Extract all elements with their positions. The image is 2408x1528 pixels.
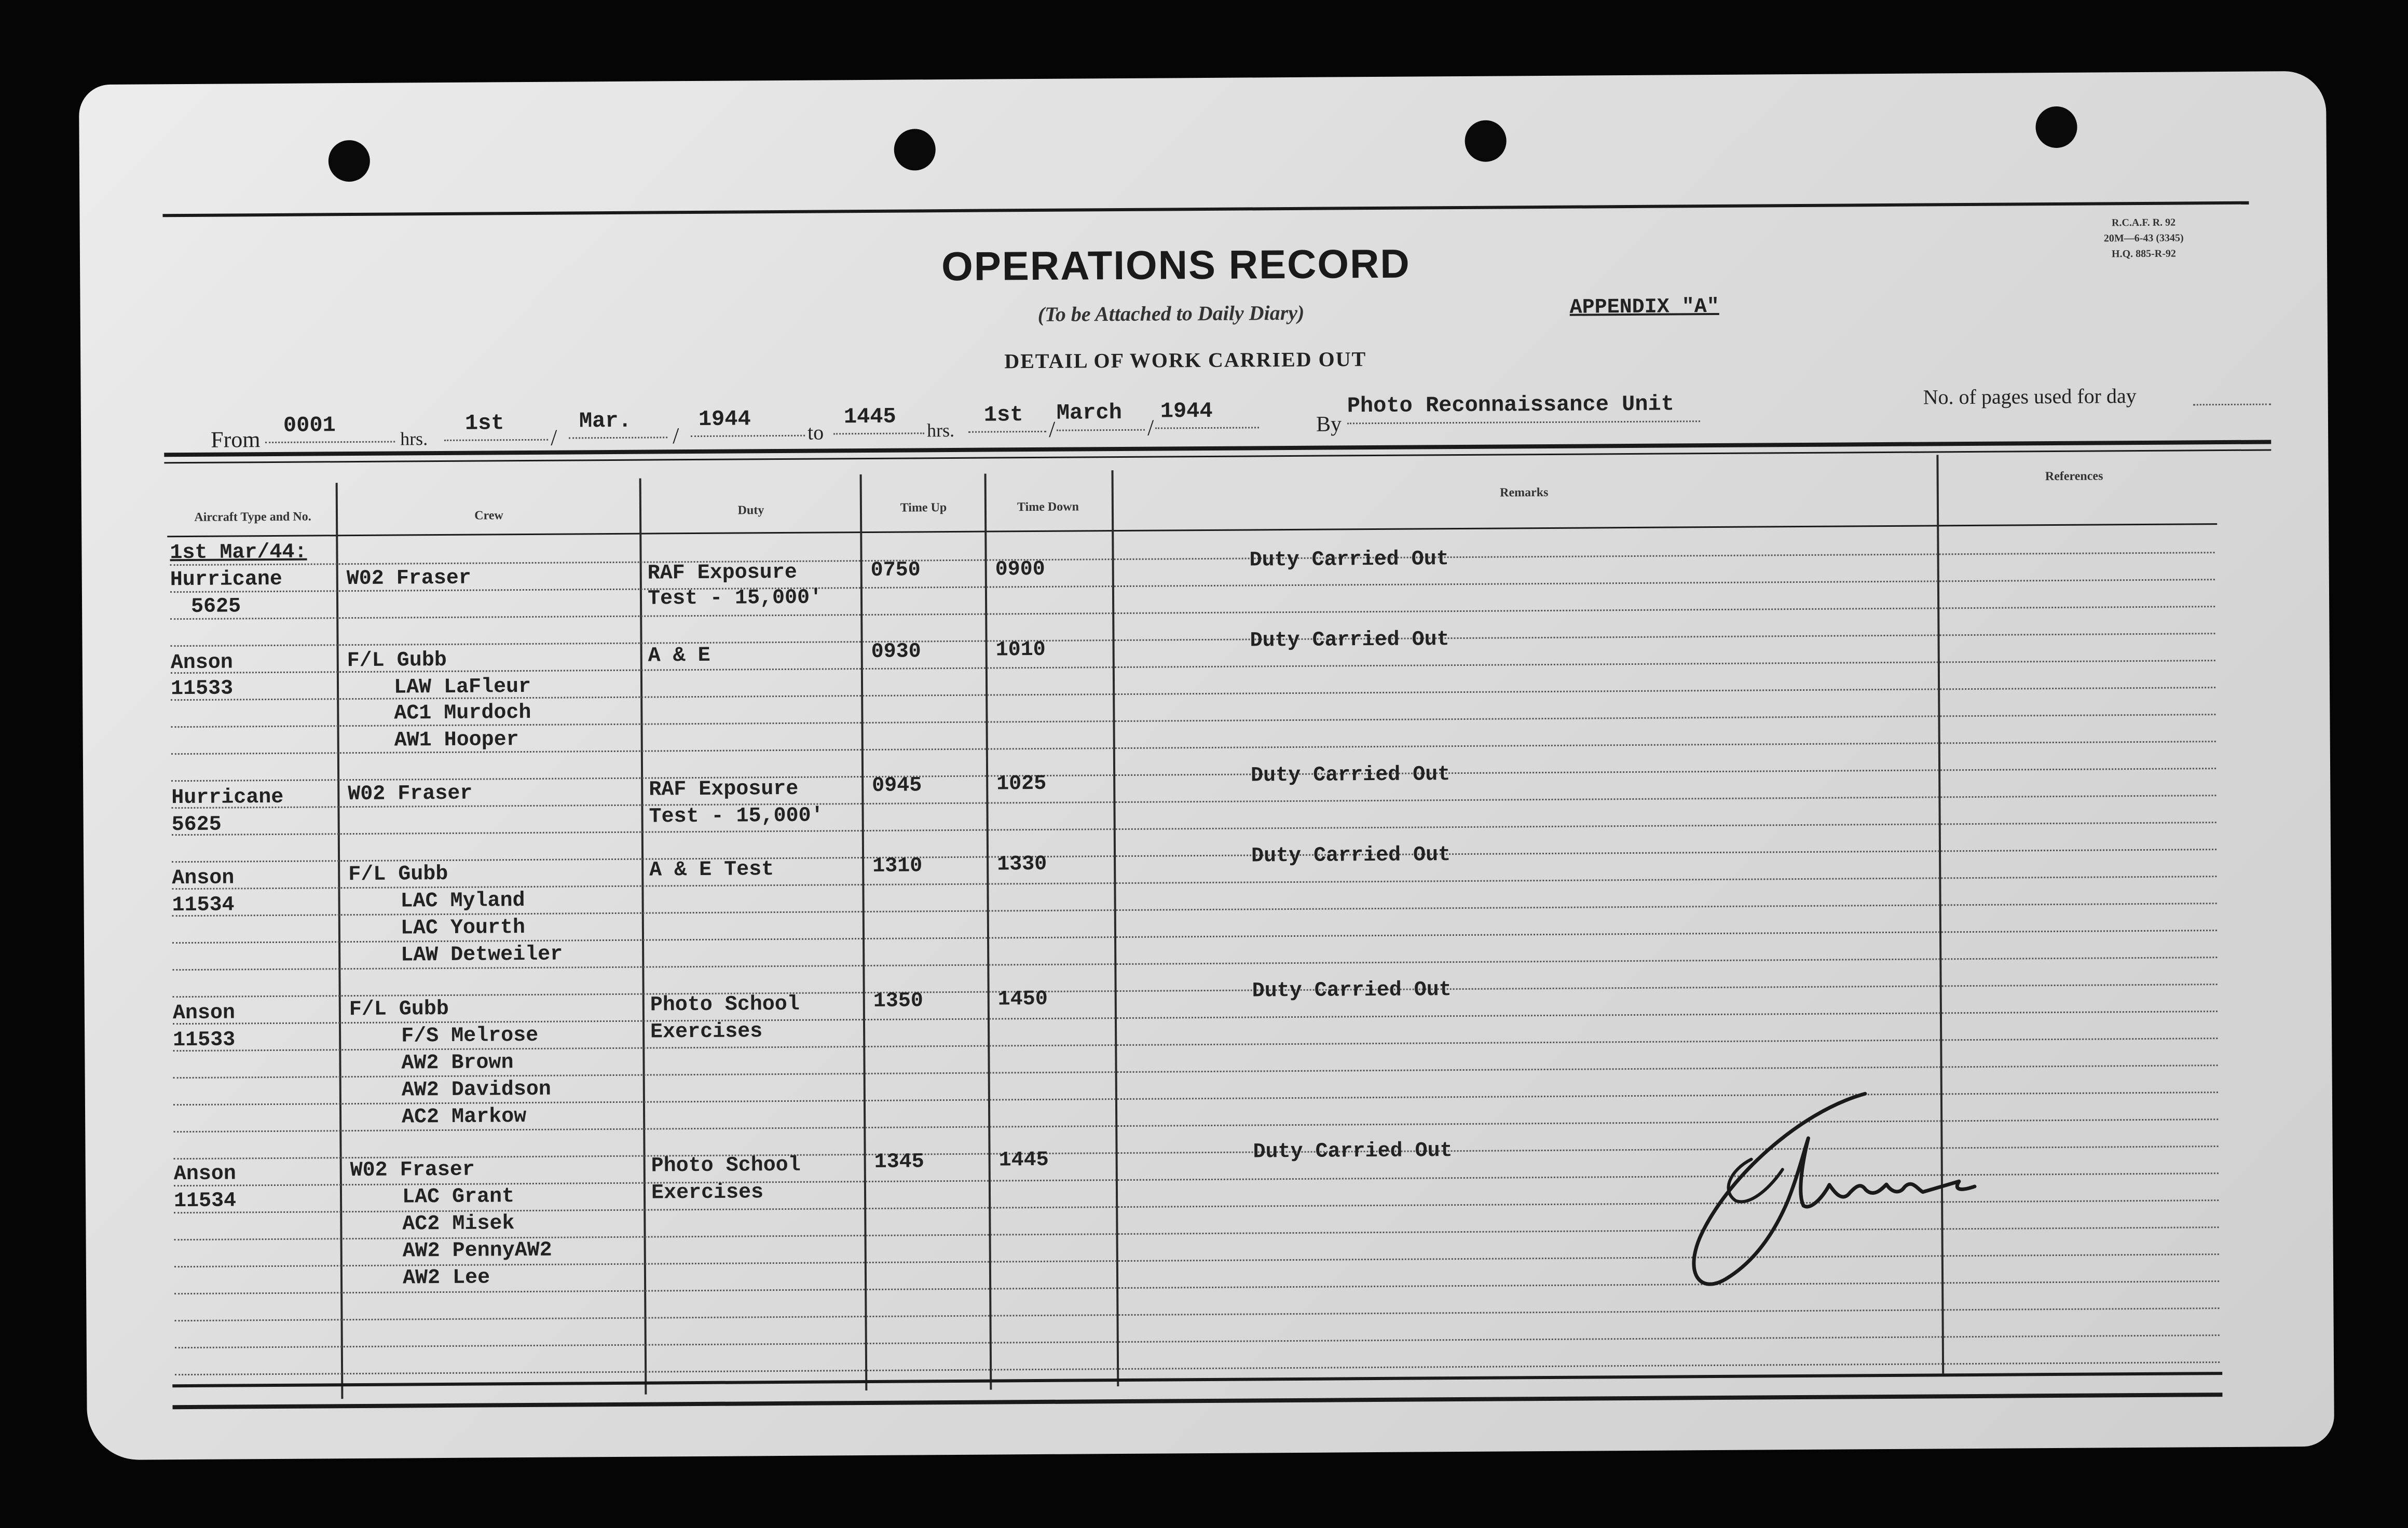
- hrs-label: hrs.: [400, 428, 428, 449]
- aircraft-number: 5625: [190, 595, 241, 619]
- time-up: 1350: [873, 989, 923, 1013]
- duty-line: RAF Exposure: [647, 561, 797, 585]
- duty-line: A & E Test: [649, 858, 774, 882]
- fill-line: [444, 439, 548, 441]
- fill-line: [1057, 429, 1145, 431]
- fill-line: [1155, 427, 1259, 429]
- time-up: 1310: [872, 854, 923, 878]
- remarks: Duty Carried Out: [1252, 978, 1452, 1003]
- column-divider: [1112, 470, 1119, 1386]
- time-down: 0900: [995, 557, 1045, 582]
- time-up: 1345: [874, 1150, 924, 1174]
- remarks: Duty Carried Out: [1253, 1139, 1453, 1164]
- time-down: 1330: [997, 852, 1047, 877]
- crew-member: W02 Fraser: [348, 782, 473, 807]
- row-guide: [170, 606, 2215, 620]
- from-year: 1944: [698, 406, 751, 432]
- crew-member: LAC Yourth: [400, 916, 526, 940]
- remarks: Duty Carried Out: [1251, 843, 1451, 868]
- punch-hole: [1465, 120, 1506, 161]
- crew-member: AW1 Hooper: [394, 728, 519, 753]
- to-year: 1944: [1160, 398, 1213, 424]
- duty-line: RAF Exposure: [649, 777, 799, 802]
- aircraft-type: Hurricane: [171, 785, 284, 810]
- aircraft-type: Anson: [173, 1162, 236, 1186]
- crew-member: F/L Gubb: [348, 862, 448, 887]
- pages-label: No. of pages used for day: [1923, 384, 2137, 409]
- row-guide: [173, 984, 2218, 998]
- time-down: 1025: [996, 772, 1047, 796]
- aircraft-number: 11533: [170, 677, 234, 701]
- crew-member: W02 Fraser: [350, 1158, 475, 1183]
- by-value: Photo Reconnaissance Unit: [1347, 391, 1675, 419]
- row-guide: [171, 660, 2215, 674]
- row-guide: [175, 1334, 2220, 1348]
- punch-hole: [894, 129, 935, 170]
- col-header-time-up: Time Up: [900, 501, 947, 515]
- form-code-line: H.Q. 885-R-92: [2111, 248, 2176, 260]
- crew-member: AC1 Murdoch: [394, 701, 531, 726]
- to-day: 1st: [983, 402, 1023, 428]
- column-divider: [984, 474, 992, 1390]
- crew-member: AW2 Brown: [401, 1051, 514, 1075]
- punch-hole: [2035, 106, 2077, 148]
- slash: /: [672, 423, 679, 449]
- time-up: 0750: [870, 558, 921, 582]
- table-bottom-rule-heavy: [172, 1393, 2222, 1409]
- to-time: 1445: [843, 404, 896, 430]
- crew-member: LAW LaFleur: [393, 675, 531, 700]
- aircraft-type: Anson: [172, 866, 235, 891]
- row-guides: [79, 71, 2326, 85]
- duty-line: Photo School: [651, 1153, 801, 1178]
- column-divider: [860, 474, 868, 1390]
- signature: [1668, 1080, 1991, 1300]
- table-top-rule: [164, 440, 2271, 457]
- fill-line: [1347, 420, 1700, 424]
- crew-member: LAC Grant: [402, 1185, 515, 1209]
- slash: /: [1147, 415, 1154, 441]
- crew-member: AC2 Misek: [402, 1212, 515, 1236]
- time-down: 1445: [998, 1148, 1049, 1172]
- row-guide: [171, 795, 2216, 809]
- from-month: Mar.: [579, 408, 632, 434]
- fill-line: [2193, 403, 2271, 405]
- from-time: 0001: [283, 413, 336, 438]
- time-up: 0945: [872, 774, 922, 798]
- duty-line: Exercises: [650, 1020, 763, 1044]
- crew-member: W02 Fraser: [346, 566, 471, 591]
- col-header-references: References: [2045, 469, 2103, 484]
- crew-member: AW2 PennyAW2: [402, 1238, 552, 1263]
- row-guide: [172, 849, 2217, 863]
- crew-member: LAW Detweiler: [401, 943, 563, 967]
- duty-line: Photo School: [650, 992, 800, 1017]
- remarks: Duty Carried Out: [1250, 763, 1451, 788]
- col-header-crew: Crew: [474, 509, 503, 523]
- to-label: to: [807, 420, 824, 444]
- crew-member: F/S Melrose: [401, 1024, 539, 1048]
- row-guide: [171, 768, 2216, 782]
- time-up: 0930: [871, 640, 921, 664]
- date-row: 1st Mar/44:: [170, 540, 307, 565]
- crew-member: AC2 Markow: [401, 1105, 527, 1129]
- time-down: 1450: [997, 987, 1048, 1012]
- crew-member: F/L Gubb: [349, 997, 449, 1022]
- fill-line: [968, 431, 1046, 433]
- row-guide: [172, 822, 2217, 836]
- aircraft-number: 11533: [173, 1028, 236, 1053]
- form-code: [2104, 214, 2184, 262]
- fill-line: [833, 432, 924, 434]
- crew-member: LAC Myland: [400, 889, 525, 913]
- duty-line: Exercises: [651, 1181, 764, 1205]
- row-guide: [171, 633, 2215, 647]
- hrs-label: hrs.: [926, 419, 955, 441]
- page-subtitle: (To be Attached to Daily Diary): [1037, 301, 1305, 326]
- appendix-label: APPENDIX "A": [1569, 295, 1719, 320]
- crew-member: AW2 Davidson: [401, 1077, 551, 1102]
- slash: /: [550, 425, 557, 451]
- aircraft-number: 11534: [173, 1189, 237, 1213]
- duty-line: Test - 15,000': [647, 586, 823, 611]
- duty-line: A & E: [648, 644, 710, 668]
- aircraft-type: Hurricane: [170, 567, 282, 592]
- form-code-line: R.C.A.F. R. 92: [2111, 216, 2176, 229]
- row-guide: [170, 579, 2215, 593]
- crew-member: AW2 Lee: [402, 1266, 490, 1290]
- form-code-line: 20M—6-43 (3345): [2103, 232, 2184, 244]
- fill-line: [691, 435, 805, 437]
- section-heading: DETAIL OF WORK CARRIED OUT: [1004, 347, 1367, 373]
- col-header-remarks: Remarks: [1500, 485, 1549, 500]
- by-label: By: [1316, 412, 1342, 436]
- aircraft-type: Anson: [170, 651, 233, 675]
- record-sheet: [79, 71, 2334, 1460]
- aircraft-number: 5625: [171, 813, 222, 837]
- remarks: Duty Carried Out: [1249, 548, 1449, 572]
- punch-hole: [329, 140, 370, 182]
- remarks: Duty Carried Out: [1250, 628, 1449, 653]
- crew-member: F/L Gubb: [347, 648, 447, 673]
- to-month: March: [1056, 400, 1123, 426]
- fill-line: [569, 436, 667, 439]
- top-rule: [162, 201, 2249, 217]
- aircraft-number: 11534: [172, 893, 235, 918]
- slash: /: [1048, 416, 1056, 442]
- table-bottom-rule: [172, 1372, 2222, 1387]
- row-guide: [170, 552, 2215, 566]
- col-header-time-down: Time Down: [1017, 500, 1079, 514]
- from-day: 1st: [464, 411, 504, 436]
- fill-line: [265, 441, 395, 444]
- col-header-duty: Duty: [737, 503, 764, 517]
- page-title: OPERATIONS RECORD: [941, 240, 1411, 290]
- header-rule: [167, 523, 2217, 537]
- time-down: 1010: [995, 638, 1046, 662]
- row-guide: [174, 1307, 2219, 1321]
- aircraft-type: Anson: [172, 1001, 236, 1026]
- duty-line: Test - 15,000': [649, 804, 824, 829]
- from-label: From: [210, 427, 261, 453]
- col-header-aircraft: Aircraft Type and No.: [194, 510, 311, 524]
